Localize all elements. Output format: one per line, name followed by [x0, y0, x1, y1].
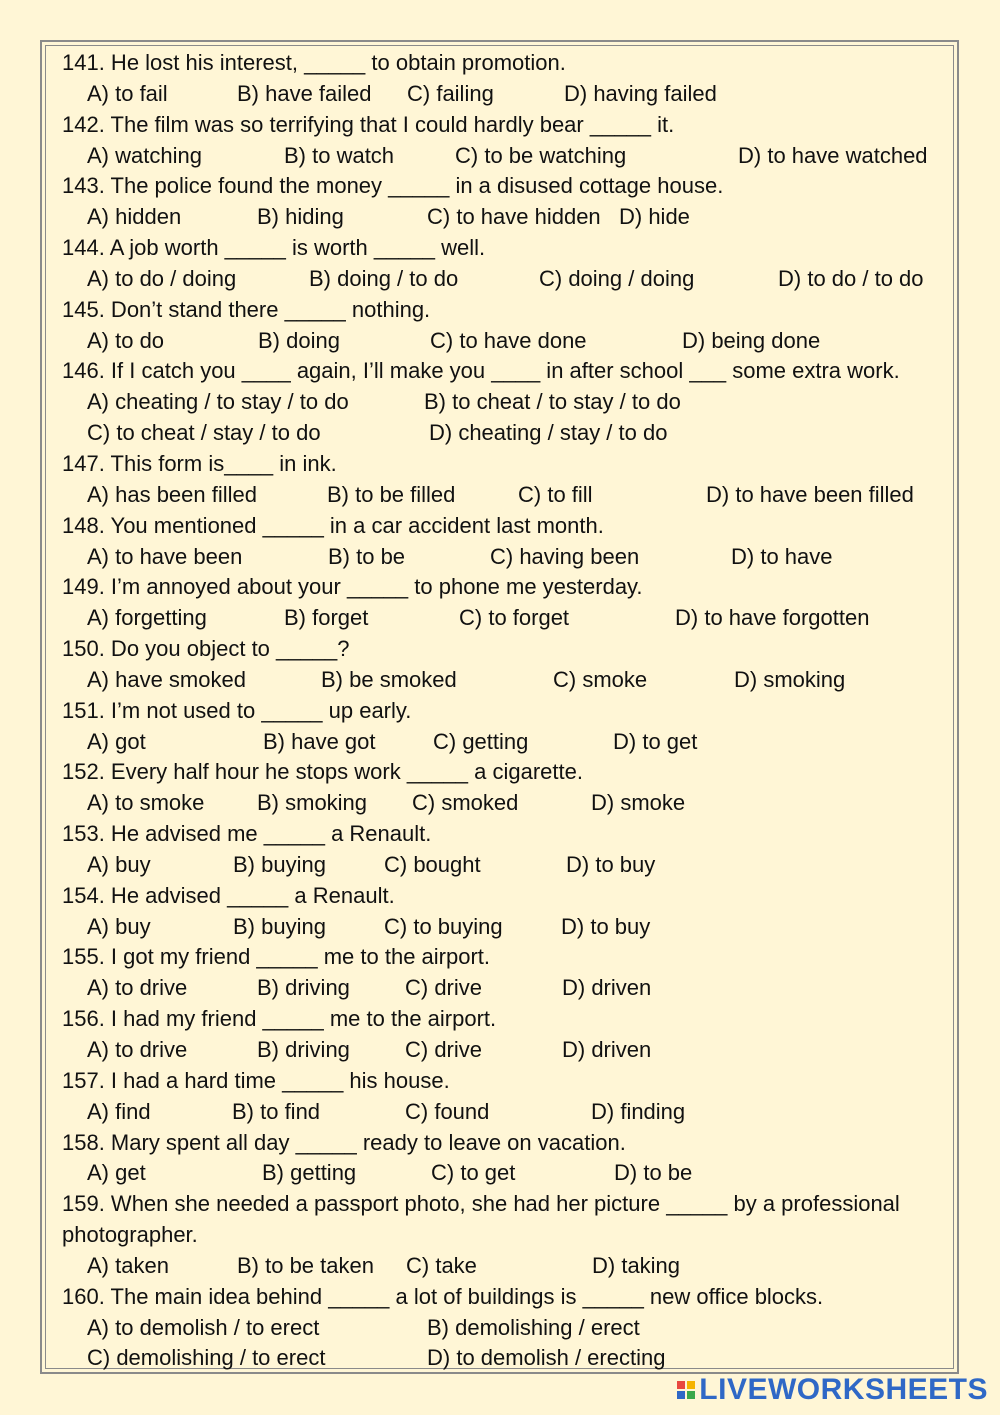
question-text: 151. I’m not used to _____ up early. [62, 697, 412, 723]
answer-options-row [62, 264, 942, 295]
answer-option[interactable]: A) watching [87, 142, 202, 168]
answer-option[interactable]: D) driven [562, 975, 652, 1001]
answer-option[interactable]: B) to be filled [327, 481, 456, 507]
answer-option[interactable]: B) buying [233, 913, 326, 939]
answer-options-row [62, 542, 942, 573]
answer-option[interactable]: B) smoking [257, 790, 368, 816]
question-text: 144. A job worth _____ is worth _____ well. [62, 235, 486, 261]
answer-options-row [62, 1343, 942, 1374]
answer-option[interactable]: A) to have been [87, 543, 243, 569]
answer-option[interactable]: B) to be taken [237, 1252, 374, 1278]
answer-options-row [62, 1313, 942, 1344]
answer-options-row [62, 141, 942, 172]
answer-option[interactable]: D) to buy [561, 913, 651, 939]
answer-option[interactable]: A) get [87, 1160, 146, 1186]
answer-option[interactable]: D) to have watched [738, 142, 928, 168]
question-text: 157. I had a hard time _____ his house. [62, 1067, 450, 1093]
answer-option[interactable]: D) to demolish / erecting [427, 1345, 666, 1371]
answer-option[interactable]: D) to have forgotten [675, 605, 870, 631]
answer-options-row [62, 788, 942, 819]
answer-option[interactable]: B) driving [257, 975, 350, 1001]
question-text: 154. He advised _____ a Renault. [62, 882, 395, 908]
answer-option[interactable]: B) demolishing / erect [427, 1314, 640, 1340]
answer-option[interactable]: B) to watch [284, 142, 395, 168]
answer-option[interactable]: C) smoke [553, 666, 648, 692]
answer-option[interactable]: C) take [406, 1252, 477, 1278]
question-text: 156. I had my friend _____ me to the airport. [62, 1006, 497, 1032]
answer-option[interactable]: B) have got [263, 728, 376, 754]
answer-option[interactable]: B) to be [328, 543, 406, 569]
answer-options-row [62, 326, 942, 357]
answer-option[interactable]: C) found [405, 1098, 490, 1124]
answer-option[interactable]: B) doing / to do [309, 265, 459, 291]
answer-option[interactable]: A) to drive [87, 1037, 188, 1062]
answer-option[interactable]: B) to cheat / to stay / to do [424, 389, 681, 415]
answer-option[interactable]: C) to have done [430, 327, 587, 353]
liveworksheets-logo[interactable] [677, 1373, 988, 1407]
answer-option[interactable]: C) to have hidden [427, 204, 601, 230]
question-text: 158. Mary spent all day _____ ready to leave on vacation. [62, 1129, 626, 1155]
answer-options-row [62, 1035, 942, 1066]
answer-option[interactable]: A) has been filled [87, 481, 257, 507]
answer-options-row [62, 665, 942, 696]
answer-option[interactable]: B) doing [258, 327, 340, 353]
answer-option[interactable]: C) to be watching [455, 142, 627, 168]
answer-options-row [62, 727, 942, 758]
answer-option[interactable]: A) buy [87, 851, 151, 877]
answer-option[interactable]: C) to forget [459, 605, 570, 631]
question-text: 155. I got my friend _____ me to the airport. [62, 944, 491, 970]
answer-options-row [62, 480, 942, 511]
answer-option[interactable]: C) demolishing / to erect [87, 1345, 326, 1371]
answer-option[interactable]: D) to be [614, 1160, 693, 1186]
question-text: 147. This form is____ in ink. [62, 450, 337, 476]
answer-option[interactable]: B) be smoked [321, 666, 457, 692]
answer-option[interactable]: D) to buy [566, 851, 656, 877]
answer-option[interactable]: B) driving [257, 1037, 350, 1062]
answer-option[interactable]: A) got [87, 728, 146, 754]
question-text: 149. I’m annoyed about your _____ to phone me yesterday. [62, 574, 643, 600]
answer-option[interactable]: B) to find [232, 1098, 321, 1124]
answer-option[interactable]: B) getting [262, 1160, 357, 1186]
answer-option[interactable]: D) smoking [734, 666, 846, 692]
brand-name: LIVEWORKSHEETS [699, 1373, 988, 1406]
answer-option[interactable]: D) to have been filled [706, 481, 914, 507]
answer-options-row [62, 912, 942, 943]
answer-option[interactable]: C) to buying [384, 913, 503, 939]
question-text-continued: photographer. [62, 1222, 198, 1248]
answer-option[interactable]: D) hide [619, 204, 690, 230]
logo-mark-icon [677, 1381, 695, 1399]
answer-option[interactable]: C) bought [384, 851, 481, 877]
answer-options-row [62, 973, 942, 1004]
answer-options-row [62, 202, 942, 233]
answer-option[interactable]: D) finding [591, 1098, 686, 1124]
answer-option[interactable]: A) to demolish / to erect [87, 1314, 320, 1340]
answer-option[interactable]: A) hidden [87, 204, 182, 230]
answer-option[interactable]: A) to do [87, 327, 165, 353]
answer-options-row [62, 603, 942, 634]
answer-option[interactable]: C) failing [407, 80, 494, 106]
answer-option[interactable]: A) to smoke [87, 790, 205, 816]
answer-option[interactable]: C) smoked [412, 790, 519, 816]
answer-option[interactable]: B) hiding [257, 204, 344, 230]
answer-option[interactable]: D) having failed [564, 80, 717, 106]
answer-option[interactable]: A) to do / doing [87, 265, 237, 291]
answer-option[interactable]: D) being done [682, 327, 821, 353]
answer-option[interactable]: C) drive [405, 975, 483, 1001]
answer-option[interactable]: A) find [87, 1098, 151, 1124]
answer-option[interactable]: C) getting [433, 728, 529, 754]
answer-option[interactable]: A) to fail [87, 80, 168, 106]
question-text: 150. Do you object to _____? [62, 636, 350, 662]
answer-option[interactable]: D) smoke [591, 790, 686, 816]
answer-options-row [62, 1158, 942, 1189]
answer-option[interactable]: C) having been [490, 543, 640, 569]
question-text: 152. Every half hour he stops work _____ a cigarette. [62, 759, 583, 785]
answer-option[interactable]: D) to have [731, 543, 833, 569]
answer-option[interactable]: D) cheating / stay / to do [429, 420, 668, 446]
question-text: 148. You mentioned _____ in a car accident last month. [62, 512, 604, 538]
question-text: 146. If I catch you ____ again, I’ll make you ____ in after school ___ some extra work. [62, 358, 900, 384]
question-text: 153. He advised me _____ a Renault. [62, 821, 432, 847]
answer-options-row [62, 1251, 942, 1282]
answer-option[interactable]: B) buying [233, 851, 326, 877]
answer-option[interactable]: B) forget [284, 605, 369, 631]
answer-option[interactable]: D) to do / to do [778, 265, 924, 291]
answer-option[interactable]: A) cheating / to stay / to do [87, 389, 349, 415]
answer-option[interactable]: C) doing / doing [539, 265, 695, 291]
answer-option[interactable]: D) driven [562, 1037, 652, 1062]
answer-option[interactable]: B) have failed [237, 80, 372, 106]
answer-option[interactable]: D) taking [592, 1252, 681, 1278]
question-list [62, 48, 942, 1374]
answer-options-row [62, 79, 942, 110]
question-text: 160. The main idea behind _____ a lot of buildings is _____ new office blocks. [62, 1283, 824, 1309]
answer-option[interactable]: A) forgetting [87, 605, 207, 631]
answer-option[interactable]: A) have smoked [87, 666, 246, 692]
answer-options-row [62, 418, 942, 449]
answer-option[interactable]: C) to get [431, 1160, 516, 1186]
answer-option[interactable]: A) buy [87, 913, 151, 939]
question-text: 142. The film was so terrifying that I could hardly bear _____ it. [62, 111, 675, 137]
question-text: 143. The police found the money _____ in a disused cottage house. [62, 173, 724, 199]
answer-option[interactable]: C) to cheat / stay / to do [87, 420, 321, 446]
question-text: 145. Don’t stand there _____ nothing. [62, 296, 431, 322]
question-text: 159. When she needed a passport photo, she had her picture _____ by a professional [62, 1191, 900, 1217]
answer-options-row [62, 387, 942, 418]
answer-option[interactable]: A) to drive [87, 975, 188, 1001]
answer-option[interactable]: D) to get [613, 728, 698, 754]
answer-option[interactable]: C) drive [405, 1037, 483, 1062]
answer-options-row [62, 850, 942, 881]
answer-options-row [62, 1097, 942, 1128]
answer-option[interactable]: C) to fill [518, 481, 593, 507]
question-text: 141. He lost his interest, _____ to obtain promotion. [62, 50, 566, 75]
answer-option[interactable]: A) taken [87, 1252, 169, 1278]
